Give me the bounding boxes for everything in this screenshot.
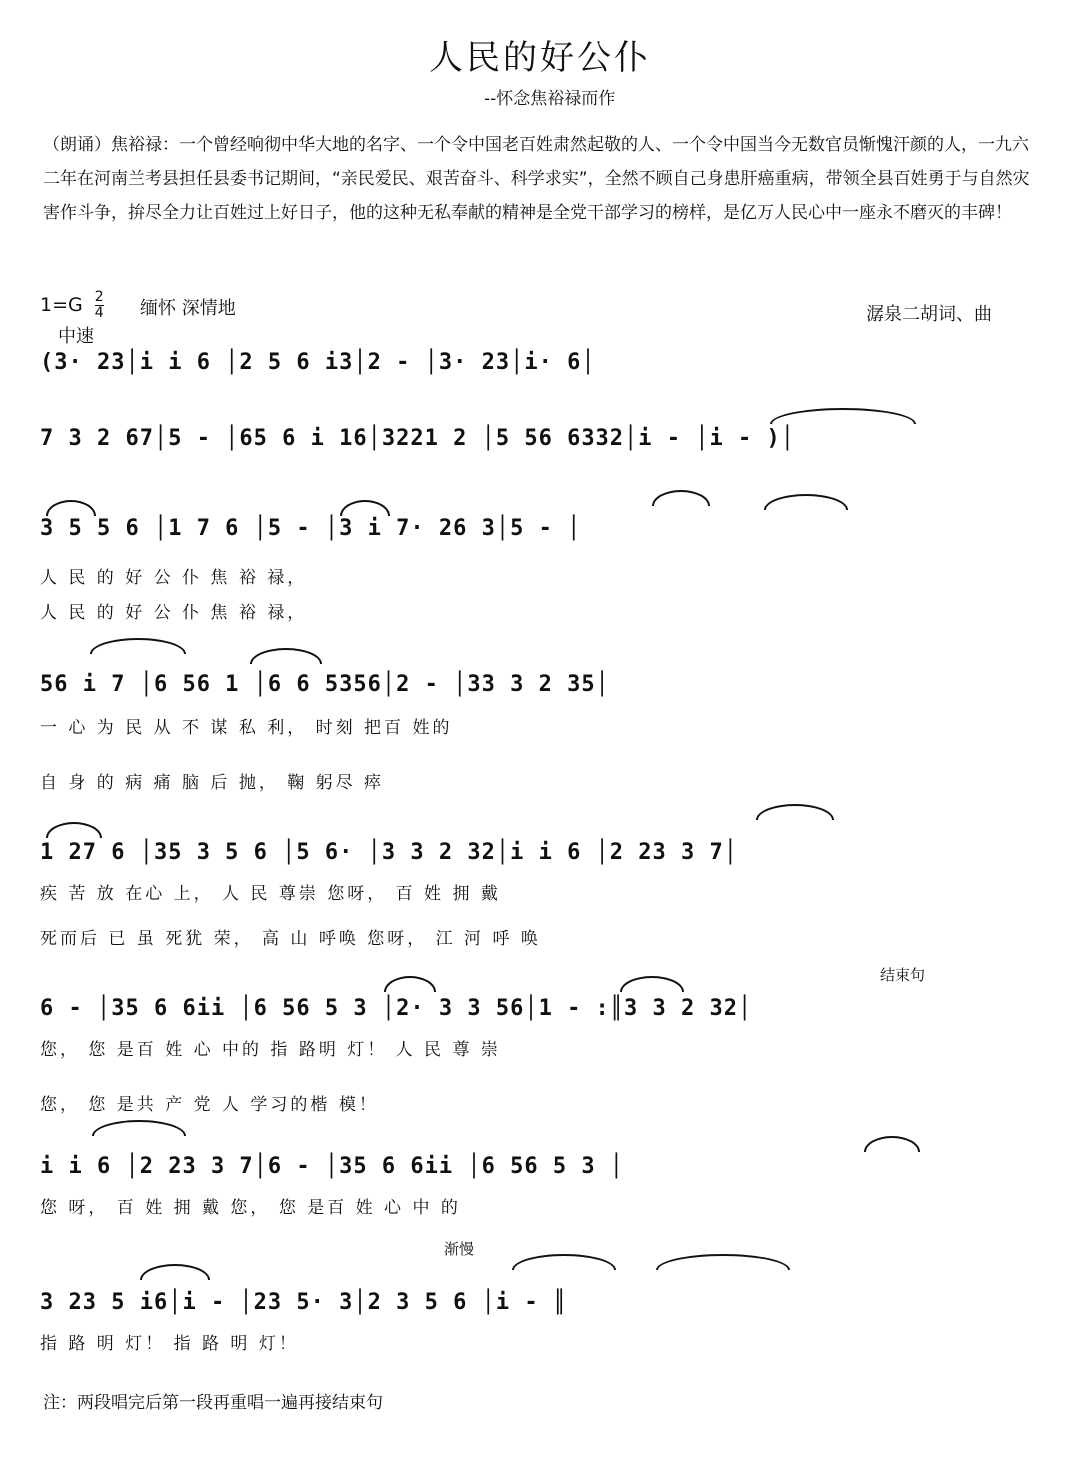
time-signature bbox=[95, 290, 104, 321]
score-system-8 bbox=[40, 1290, 1040, 1354]
notation-line: 1 27 6 │35 3 5 6 │5 6· │3 3 2 32│i i 6 │2 23 3 7│ bbox=[40, 840, 739, 865]
slur-mark bbox=[90, 638, 186, 654]
notation-line: 3 5 5 6 │1 7 6 │5 - │3 i 7· 26 3│5 - │ bbox=[40, 516, 582, 541]
slur-mark bbox=[656, 1254, 790, 1270]
notation-line: 56 i 7 │6 56 1 │6 6 5356│2 - │33 3 2 35│ bbox=[40, 672, 610, 697]
notation-line: i i 6 │2 23 3 7│6 - │35 6 6ii │6 56 5 3 │ bbox=[40, 1154, 625, 1179]
lyric-verse-2: 自 身 的 病 痛 脑 后 抛， 鞠 躬尽 瘁 bbox=[40, 773, 385, 793]
recitation-text: （朗诵）焦裕禄：一个曾经响彻中华大地的名字、一个令中国老百姓肃然起敬的人、一个令中国当今无数官员惭愧汗颜的人，一九六二年在河南兰考县担任县委书记期间，“亲民爱民、艰苦奋斗、科学求实”，全然不顾自己身患肝癌重病，带领全县百姓勇于与自然灾害作斗争，拚尽全力让百姓过上好日子，他的这种无私奉献的精神是全党干部学习的榜样，是亿万人民心中一座永不磨灭的丰碑！ bbox=[43, 135, 1030, 223]
lyric-verse-1: 一 心 为 民 从 不 谋 私 利， 时刻 把百 姓的 bbox=[40, 718, 453, 738]
notation-line: (3· 23│i i 6 │2 5 6 i3│2 - │3· 23│i· 6│ bbox=[40, 350, 596, 375]
notation-line: 7 3 2 67│5 - │65 6 i 16│3221 2 │5 56 6332│i - │i - )│ bbox=[40, 426, 795, 451]
footer-note: 注：两段唱完后第一段再重唱一遍再接结束句 bbox=[43, 1393, 383, 1413]
lyric-verse-2: 死而后 已 虽 死犹 荣， 高 山 呼唤 您呀， 江 河 呼 唤 bbox=[40, 929, 541, 949]
subtitle: --怀念焦裕禄而作 bbox=[484, 89, 616, 109]
tempo-change-mark: 渐慢 bbox=[444, 1240, 475, 1258]
score-system-1 bbox=[40, 350, 1040, 375]
score-system-6 bbox=[40, 996, 1040, 1115]
slur-mark bbox=[764, 494, 848, 510]
slur-mark bbox=[140, 1264, 210, 1280]
tempo-mark: 中速 bbox=[58, 326, 94, 347]
notation-line: 3 23 5 i6│i - │23 5· 3│2 3 5 6 │i - ║ bbox=[40, 1290, 568, 1315]
slur-mark bbox=[250, 648, 322, 664]
slur-mark bbox=[620, 976, 684, 992]
time-top: 2 bbox=[94, 289, 104, 305]
page-title: 人民的好公仆 bbox=[429, 38, 651, 78]
slur-mark bbox=[652, 490, 710, 506]
slur-mark bbox=[92, 1120, 186, 1136]
expression-mark: 缅怀 深情地 bbox=[140, 298, 236, 319]
lyric-verse-1: 疾 苦 放 在心 上， 人 民 尊崇 您呀， 百 姓 拥 戴 bbox=[40, 884, 501, 904]
ending-label: 结束句 bbox=[880, 966, 926, 984]
slur-mark bbox=[384, 976, 436, 992]
key-signature bbox=[40, 290, 110, 321]
slur-mark bbox=[756, 804, 834, 820]
lyric-verse-1: 人 民 的 好 公 仆 焦 裕 禄， bbox=[40, 568, 308, 588]
score-system-4 bbox=[40, 672, 1040, 793]
lyric-verse-1: 您， 您 是百 姓 心 中的 指 路明 灯！ 人 民 尊 崇 bbox=[40, 1040, 501, 1060]
score-system-3 bbox=[40, 516, 1040, 623]
lyric-verse-1: 指 路 明 灯！ 指 路 明 灯！ bbox=[40, 1334, 299, 1354]
slur-mark bbox=[512, 1254, 616, 1270]
key-label: 1=G bbox=[40, 294, 83, 316]
composer-credit: 潺泉二胡词、曲 bbox=[866, 304, 992, 325]
slur-mark bbox=[46, 500, 96, 516]
score-system-5 bbox=[40, 840, 1040, 949]
slur-mark bbox=[770, 408, 916, 424]
score-system-2 bbox=[40, 426, 1040, 451]
slur-mark bbox=[864, 1136, 920, 1152]
lyric-verse-1: 您 呀， 百 姓 拥 戴 您， 您 是百 姓 心 中 的 bbox=[40, 1198, 461, 1218]
notation-line: 6 - │35 6 6ii │6 56 5 3 │2· 3 3 56│1 - :║3 3 2 32│ bbox=[40, 996, 753, 1021]
slur-mark bbox=[340, 500, 390, 516]
score-system-7 bbox=[40, 1154, 1040, 1218]
time-bottom: 4 bbox=[94, 305, 104, 321]
lyric-verse-2: 人 民 的 好 公 仆 焦 裕 禄， bbox=[40, 603, 308, 623]
lyric-verse-2: 您， 您 是共 产 党 人 学习的楷 模！ bbox=[40, 1095, 379, 1115]
slur-mark bbox=[46, 822, 102, 838]
